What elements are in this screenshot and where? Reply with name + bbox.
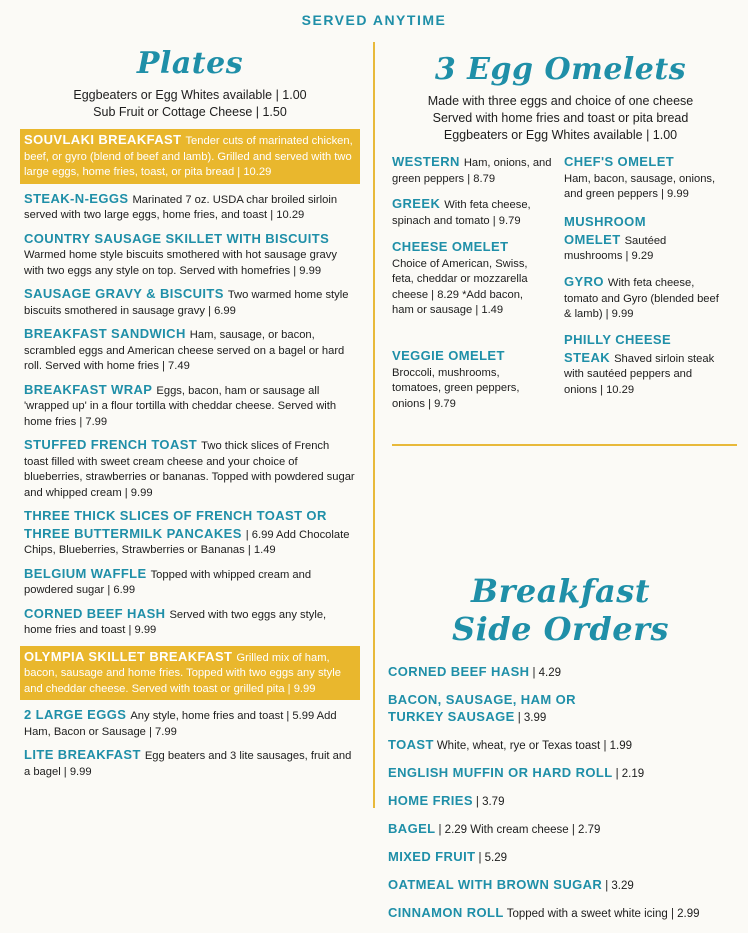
plates-section xyxy=(20,40,360,787)
item-name: VEGGIE OMELET xyxy=(392,348,505,363)
menu-item xyxy=(20,382,360,431)
item-name: CHEF'S OMELET xyxy=(564,154,675,169)
menu-item xyxy=(20,231,360,280)
item-desc: Eggs, bacon, ham or sausage all 'wrapped up' in a flour tortilla with cheddar cheese. Served with home fries | 7.99 xyxy=(24,384,337,428)
item-desc: With feta cheese, tomato and Gyro (blended beef & lamb) | 9.99 xyxy=(564,277,719,320)
omelet-item xyxy=(564,332,724,398)
sides-title: Breakfast xyxy=(471,572,650,610)
item-name: BREAKFAST SANDWICH xyxy=(24,326,186,341)
menu-item xyxy=(20,437,360,501)
menu-item xyxy=(20,646,360,701)
item-desc: | 6.99 Add Chocolate Chips, Blueberries, Strawberries or Bananas | 1.49 xyxy=(24,528,350,556)
plates-title: Plates xyxy=(136,46,244,81)
side-item xyxy=(388,905,733,922)
item-name: 2 LARGE EGGS xyxy=(24,707,127,722)
item-name: BACON, SAUSAGE, HAM OR TURKEY SAUSAGE xyxy=(388,692,576,724)
item-desc: Sautéed mushrooms | 9.29 xyxy=(564,234,667,262)
item-desc: Ham, onions, and green peppers | 8.79 xyxy=(392,157,552,185)
menu-item xyxy=(20,606,360,639)
item-desc: Warmed home style biscuits smothered with hot sausage gravy with two eggs any style on top. Served with homefries | 9.99 xyxy=(24,249,337,277)
omelets-section xyxy=(388,40,733,933)
plates-note: Sub Fruit or Cottage Cheese | 1.50 xyxy=(93,105,287,119)
item-desc: Egg beaters and 3 lite sausages, fruit and a bagel | 9.99 xyxy=(24,750,352,778)
omelet-item xyxy=(392,196,552,229)
column-divider xyxy=(373,42,375,808)
omelet-item xyxy=(564,274,724,323)
item-desc: Grilled mix of ham, bacon, sausage and home fries. Topped with two eggs any style and cheddar cheese. Served with toast or grilled pita | 9.99 xyxy=(24,651,341,695)
item-name: OLYMPIA SKILLET BREAKFAST xyxy=(24,648,233,664)
item-desc: Broccoli, mushrooms, tomatoes, green peppers, onions | 9.79 xyxy=(392,366,520,410)
omelets-note: Eggbeaters or Egg Whites available | 1.00 xyxy=(443,128,678,142)
menu-item xyxy=(20,508,360,559)
item-name: SOUVLAKI BREAKFAST xyxy=(24,132,182,147)
omelet-item xyxy=(564,214,684,265)
item-name: BELGIUM WAFFLE xyxy=(24,565,147,581)
omelets-note: Served with home fries and toast or pita bread xyxy=(432,111,689,125)
item-desc: | 2.29 With cream cheese | 2.79 xyxy=(438,824,601,836)
item-desc: Any style, home fries and toast | 5.99 Add Ham, Bacon or Sausage | 7.99 xyxy=(24,710,337,738)
side-item xyxy=(388,692,618,726)
menu-item xyxy=(20,191,360,224)
item-name: MUSHROOM OMELET xyxy=(564,214,646,247)
item-desc: | 5.29 xyxy=(478,852,508,864)
item-name: BAGEL xyxy=(388,821,436,836)
item-desc: Ham, bacon, sausage, onions, and green peppers | 9.99 xyxy=(564,172,716,200)
item-desc: Tender cuts of marinated chicken, beef, or gyro (blend of beef and lamb). Grilled and served with two large eggs, home fries, toast, or pita bread | 10.29 xyxy=(24,135,353,178)
item-name: GREEK xyxy=(392,196,441,211)
item-desc: Marinated 7 oz. USDA char broiled sirloin served with two large eggs, home fries, and toast | 10.29 xyxy=(24,193,338,221)
item-name: CHEESE OMELET xyxy=(392,239,509,254)
item-desc: Served with two eggs any style, home fries and toast | 9.99 xyxy=(24,608,327,636)
omelet-item xyxy=(392,348,542,412)
item-desc: | 2.19 xyxy=(615,768,645,780)
item-desc: | 3.99 xyxy=(517,712,547,724)
item-name: OATMEAL WITH BROWN SUGAR xyxy=(388,877,603,892)
omelet-list xyxy=(388,154,733,426)
item-name: CORNED BEEF HASH xyxy=(388,664,530,679)
item-name: GYRO xyxy=(564,274,604,289)
item-desc: Two thick slices of French toast filled with sweet cream cheese and your choice of blueberries, strawberries or bananas. Topped with powdered sugar and whipped cream | 9.99 xyxy=(24,440,355,499)
item-name: THREE THICK SLICES OF FRENCH TOAST OR THREE BUTTERMILK PANCAKES xyxy=(24,508,327,541)
menu-item xyxy=(20,747,360,780)
side-item xyxy=(388,849,733,866)
item-desc: White, wheat, rye or Texas toast | 1.99 xyxy=(436,740,633,752)
side-item xyxy=(388,664,733,681)
item-desc: Shaved sirloin steak with sautéed peppers and onions | 10.29 xyxy=(564,352,715,396)
item-desc: Ham, sausage, or bacon, scrambled eggs and American cheese served on a bagel or hard roll. Served with home fries | 7.49 xyxy=(24,329,345,372)
served-anytime-heading: SERVED ANYTIME xyxy=(301,12,447,28)
item-name: CORNED BEEF HASH xyxy=(24,605,166,621)
menu-item xyxy=(20,566,360,599)
side-item xyxy=(388,821,733,838)
omelets-title: 3 Egg Omelets xyxy=(434,52,687,87)
item-desc: | 3.29 xyxy=(605,880,634,892)
item-name: COUNTRY SAUSAGE SKILLET WITH BISCUITS xyxy=(24,230,330,246)
sides-section xyxy=(388,572,733,922)
item-name: CINNAMON ROLL xyxy=(388,905,504,920)
side-item xyxy=(388,793,733,810)
item-name: STEAK-N-EGGS xyxy=(24,190,129,206)
item-desc: Two warmed home style biscuits smothered in sausage gravy | 6.99 xyxy=(24,289,349,317)
item-desc: Topped with a sweet white icing | 2.99 xyxy=(506,908,700,920)
item-desc: | 3.79 xyxy=(475,796,505,808)
menu-item xyxy=(20,286,360,319)
side-item xyxy=(388,765,733,782)
omelet-item xyxy=(392,239,542,319)
omelet-item xyxy=(564,154,724,203)
omelets-note: Made with three eggs and choice of one cheese xyxy=(427,94,694,108)
item-desc: Topped with whipped cream and powdered sugar | 6.99 xyxy=(24,568,312,596)
item-name: PHILLY CHEESE STEAK xyxy=(564,332,672,365)
item-name: WESTERN xyxy=(392,154,460,169)
menu-item xyxy=(20,129,360,184)
omelet-item xyxy=(392,154,552,187)
item-desc: | 4.29 xyxy=(532,667,562,679)
plates-note: Eggbeaters or Egg Whites available | 1.00 xyxy=(73,88,307,102)
item-name: SAUSAGE GRAVY & BISCUITS xyxy=(24,286,224,301)
item-name: LITE BREAKFAST xyxy=(24,747,141,762)
side-item xyxy=(388,877,733,894)
item-desc: Choice of American, Swiss, feta, cheddar or mozzarella cheese | 8.29 *Add bacon, ham or sausage | 1.49 xyxy=(392,257,528,316)
item-name: HOME FRIES xyxy=(388,793,473,808)
item-name: BREAKFAST WRAP xyxy=(24,381,153,397)
item-name: MIXED FRUIT xyxy=(388,849,476,864)
item-desc: With feta cheese, spinach and tomato | 9.79 xyxy=(392,199,531,227)
item-name: TOAST xyxy=(388,737,434,752)
menu-item xyxy=(20,326,360,375)
menu-item xyxy=(20,707,360,740)
sides-title: Side Orders xyxy=(452,610,669,648)
item-name: STUFFED FRENCH TOAST xyxy=(24,437,198,452)
item-name: ENGLISH MUFFIN OR HARD ROLL xyxy=(388,765,613,780)
side-list xyxy=(388,664,733,922)
side-item xyxy=(388,737,733,754)
